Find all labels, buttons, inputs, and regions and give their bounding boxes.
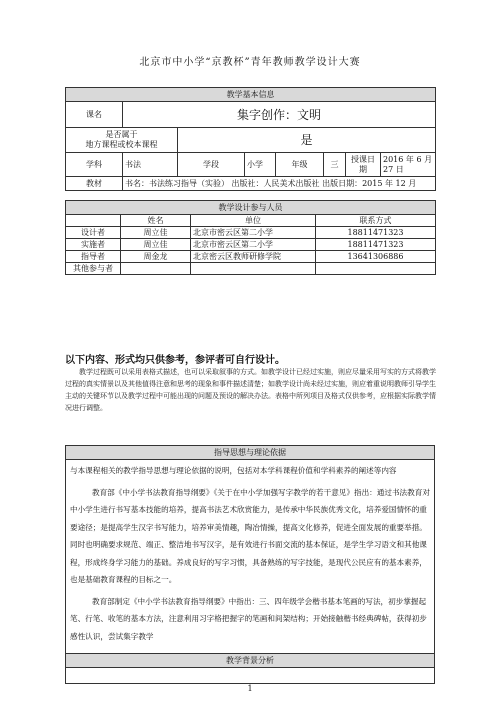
basic-info-header: 教学基本信息 (66, 88, 436, 102)
table-row (66, 263, 436, 275)
background-header: 教学背景分析 (66, 654, 435, 668)
theory-paragraph: 教育部《中小学书法教育指导纲要》《关于在中小学加强写字教学的若干意见》指出：通过书法教育对中小学生进行书写基本技能的培养，提高书法艺术欣赏能力，是传承中华民族优秀文化，培养爱国情怀的重要途径；是提高学生汉字书写能力，培养审美情趣，陶冶情操，提高文化修养，促进全面发展的重要举措。同时也明确要求规范、端正、整洁地书写汉字，是有效进行书面交流的基本保证，是学生学习语文和其他课程，形成终身学习能力的基础。养成良好的写字习惯，具备熟练的写字技能，是现代公民应有的基本素养，也是基础教育课程的目标之一。 (70, 487, 430, 584)
unit-cell (191, 263, 316, 275)
table-row (66, 239, 436, 251)
belongs-label: 是否属于 地方课程或校本课程 (66, 128, 178, 153)
note-text: 教学过程既可以采用表格式描述，也可以采取叙事的方式。如教学设计已经过实施，则应尽量采用写实的方式将教学过程的真实情景以及其他值得注意和思考的现象和事件描述清楚；如教学设计尚未经过实施，则应着重说明教师引导学生主动的关键环节以及教学过程中可能出现的问题及预设的解决办法。表格中所列项目及格式仅供参考，应根据实际教学情况进行调整。 (65, 368, 436, 412)
role-cell: 实施者 (66, 239, 121, 251)
theory-paragraph: 教育部制定《中小学书法教育指导纲要》中指出：三、四年级学会楷书基本笔画的写法，初步掌握起笔、行笔、收笔的基本方法，注意利用习字格把握字的笔画和间架结构；开始接触楷书经典碑帖，获得初步感性认识，尝试集字教学 (70, 596, 427, 641)
participants-table (65, 200, 436, 275)
basic-info-table (65, 87, 436, 191)
stage-label: 学段 (178, 153, 245, 177)
theory-table (65, 445, 435, 684)
note-heading: 以下内容、形式均只供参考，参评者可自行设计。 (65, 355, 285, 366)
name-cell: 周金龙 (121, 251, 191, 263)
material-label: 教材 (66, 177, 123, 191)
theory-paragraph: 与本课程相关的教学指导思想与理论依据的说明，包括对本学科课程价值和学科素养的阐述等内容 (70, 466, 397, 475)
name-cell: 周立佳 (121, 239, 191, 251)
grade-label: 年级 (276, 153, 324, 177)
contact-cell: 18811471323 (316, 239, 436, 251)
theory-header: 指导思想与理论依据 (66, 446, 435, 460)
column-contact: 联系方式 (316, 215, 436, 227)
belongs-value: 是 (178, 128, 436, 153)
role-cell: 指导者 (66, 251, 121, 263)
unit-cell: 北京市密云区第二小学 (191, 239, 316, 251)
contact-cell (316, 263, 436, 275)
column-unit: 单位 (191, 215, 316, 227)
column-name: 姓名 (121, 215, 191, 227)
contact-cell: 13641306886 (316, 251, 436, 263)
table-row (66, 227, 436, 239)
name-cell: 周立佳 (121, 227, 191, 239)
stage-value: 小学 (245, 153, 276, 177)
subject-value: 书法 (123, 153, 178, 177)
participants-header: 教学设计参与人员 (66, 201, 436, 215)
unit-cell: 北京市密云区第二小学 (191, 227, 316, 239)
course-label: 课名 (66, 102, 123, 128)
page-title: 北京市中小学“京教杯”青年教师教学设计大赛 (139, 57, 361, 68)
date-label: 授课日期 (346, 153, 381, 177)
role-cell: 其他参与者 (66, 263, 121, 275)
page-number: 1 (247, 684, 253, 693)
grade-value: 三 (324, 153, 346, 177)
contact-cell: 18811471323 (316, 227, 436, 239)
subject-label: 学科 (66, 153, 123, 177)
material-value: 书名：书法练习指导（实验） 出版社：人民美术出版社 出版日期：2015 年 12 月 (123, 177, 436, 191)
course-value: 集字创作：文明 (123, 102, 436, 128)
role-cell: 设计者 (66, 227, 121, 239)
table-row (66, 251, 436, 263)
name-cell (121, 263, 191, 275)
unit-cell: 北京密云区教师研修学院 (191, 251, 316, 263)
date-value: 2016 年 6 月 27 日 (381, 153, 436, 177)
